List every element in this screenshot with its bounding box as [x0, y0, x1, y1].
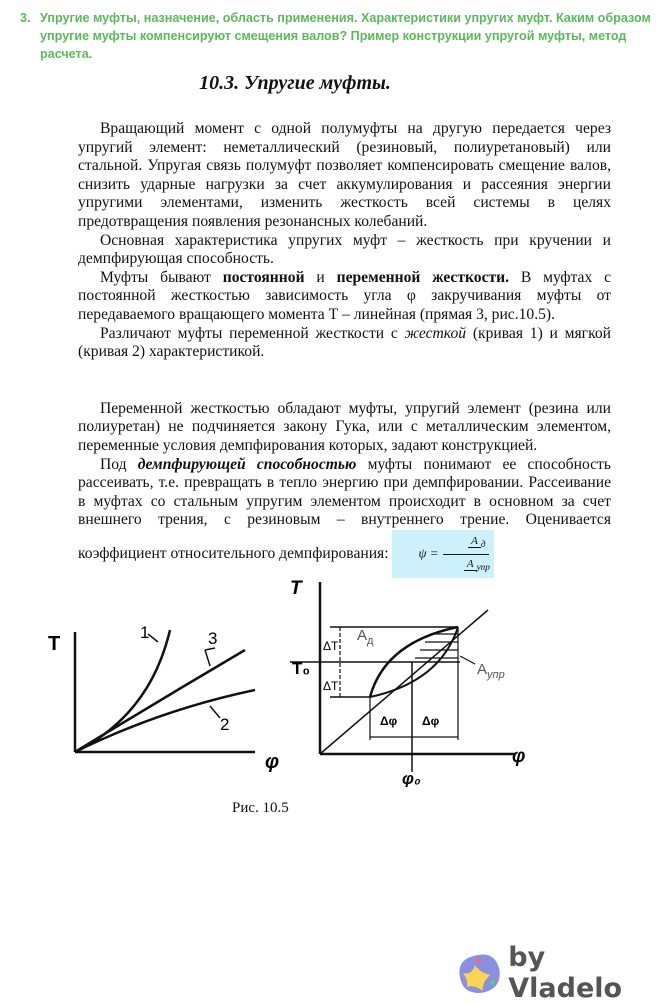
text: Различают муфты переменной жесткости с [100, 324, 405, 342]
formula-den-sub: упр [476, 561, 490, 572]
a-upr-label: $A_{упр}$ [477, 661, 505, 681]
formula-num-sub: д [480, 539, 486, 550]
delta-t-label: ΔT [323, 679, 339, 693]
document-body [78, 120, 611, 578]
formula-den: A [464, 558, 477, 571]
bold-italic-text: демпфирующей способностью [137, 455, 357, 473]
t0-label: T₀ [292, 659, 311, 678]
section-title: 10.3. Упругие муфты. [199, 72, 391, 94]
figure-left [40, 620, 290, 780]
paragraph [78, 325, 611, 362]
delta-phi-label: Δφ [422, 714, 440, 728]
logo-text: by Vladelo [508, 942, 623, 1004]
delta-t-label: ΔT [323, 639, 339, 653]
y-axis-label: T [290, 578, 302, 599]
phi0-label: φ₀ [402, 769, 421, 787]
formula-num: A [468, 535, 481, 548]
text: В муфтах с постоянной жесткостью зависимость угла φ закручивания муфты от передаваемого вращающего момента Т – линейная (прямая 3, рис.10.5). [78, 268, 611, 323]
paragraph [78, 456, 611, 579]
delta-phi-label: Δφ [380, 714, 398, 728]
x-axis-label: φ [512, 746, 526, 767]
bold-text: переменной жесткости. [336, 268, 510, 286]
curve-1 [75, 630, 170, 752]
text: Под [100, 455, 138, 473]
question-number: 3. [20, 11, 31, 25]
figure-caption: Рис. 10.5 [232, 800, 289, 816]
text: муфты понимают ее способность рассеивать, т.е. превращать в тепло энергию при демпфировании. Рассеивание в муфтах со стальным упругим элементом происходит в основном за счет внешнего трения, с резиновым – внутреннего трение. Оценивается коэффициент относительного демпфирования: [78, 455, 611, 562]
question-header [20, 9, 660, 63]
x-axis-label: φ [265, 751, 280, 773]
logo-icon [455, 951, 502, 995]
vladelo-logo [455, 942, 666, 1004]
text: (кривая 1) и мягкой (кривая 2) характеристикой. [78, 324, 612, 361]
italic-text: жесткой [404, 324, 467, 342]
a-d-label: $A_д$ [357, 627, 374, 647]
curve-label-2: 2 [220, 715, 230, 734]
paragraph [78, 269, 611, 325]
paragraph: Переменной жесткостью обладают муфты, упругий элемент (резина или полиуретан) не подчиняется закону Гука, или с металлическим элементом, переменные условия демпфирования которых, задают конструкцией. [78, 399, 611, 454]
y-axis-label: T [48, 633, 61, 655]
question-text: Упругие муфты, назначение, область применения. Характеристики упругих муфт. Каким образом упругие муфты компенсируют смещения валов? Пример конструкции упругой муфты, метод расчета. [40, 11, 651, 61]
paragraph: Основная характеристика упругих муфт – жесткость при кручении и демпфирующая способность. [78, 231, 611, 268]
text: Муфты бывают [100, 268, 223, 286]
formula-lhs: ψ = [418, 545, 439, 561]
bold-text: постоянной [222, 268, 305, 286]
text: и [304, 268, 337, 286]
curve-label-1: 1 [140, 623, 150, 642]
curve-label-3: 3 [208, 629, 218, 648]
curve-3 [75, 650, 245, 752]
paragraph: Вращающий момент с одной полумуфты на другую передается через упругий элемент: неметаллический (резиновый, полиуретановый) или стальной. Упругая связь полумуфт позволяет компенсировать смещение валов, снизить ударные нагрузки за счет аккумулирования и рассеяния энергии упругими элементами, изменить жесткость всей системы в целях предотвращения появления резонансных колебаний. [78, 120, 611, 230]
figure-right [290, 572, 530, 787]
